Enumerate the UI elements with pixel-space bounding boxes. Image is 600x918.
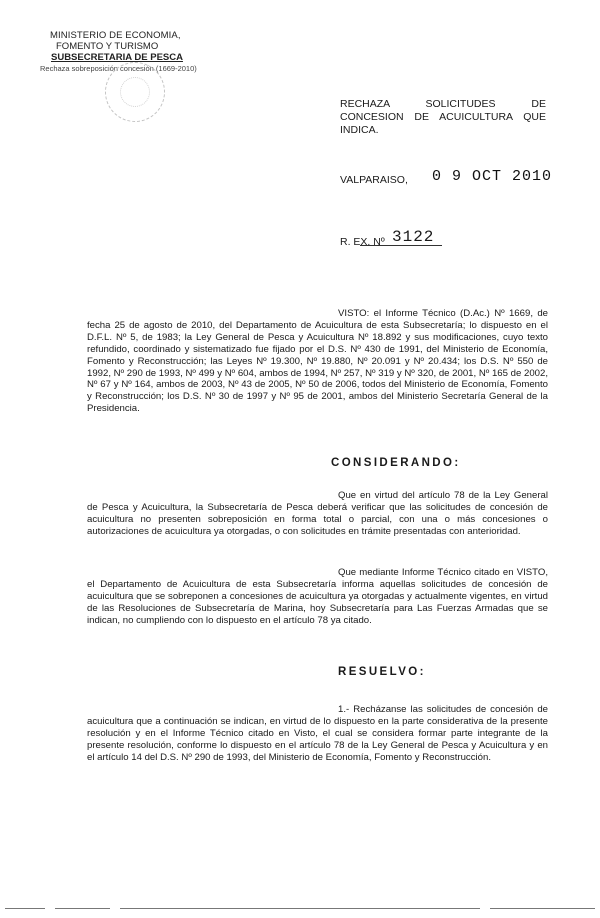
ministry-name-line2: FOMENTO Y TURISMO (56, 41, 159, 52)
considerando-paragraph-2: Que mediante Informe Técnico citado en VISTO, el Departamento de Acuicultura de esta Subsecretaría informa aquellas solicitudes de concesión de acuicultura que se sobreponen a concesiones de acuicultura ya otorgadas y actualmente vigentes, en virtud de las Resoluciones de Subsecretaría de Marina, hoy Subsecretaría para Las Fuerzas Armadas que se indican, no cumpliendo con lo dispuesto en el artículo 78 ya citado. (87, 567, 548, 626)
resolution-label: R. EX. Nº (340, 236, 385, 248)
resuelvo-item-number: 1.- (338, 704, 350, 715)
footer-rule (120, 908, 480, 909)
subsecretaria-name: SUBSECRETARIA DE PESCA (51, 52, 183, 63)
date-stamp: 0 9 OCT 2010 (432, 168, 553, 185)
considerando-paragraph-1: Que en virtud del artículo 78 de la Ley General de Pesca y Acuicultura, la Subsecretaría de Pesca deberá verificar que las solicitudes de concesión de acuicultura no presenten sobreposición en forma total o parcial, con una o más concesiones o autorizaciones de acuicultura ya otorgadas, o con solicitudes en trámite presentadas con anterioridad. (87, 490, 548, 537)
reference-subject: RECHAZA SOLICITUDES DE CONCESION DE ACUICULTURA QUE INDICA. (340, 98, 546, 136)
file-note: Rechaza sobreposición concesión (1669-2010) (40, 64, 197, 73)
resolution-number: 3122 (392, 228, 435, 246)
resuelvo-heading: RESUELVO: (338, 666, 426, 678)
considerando-heading: CONSIDERANDO: (331, 457, 461, 469)
resuelvo-item-text: Recházanse las solicitudes de concesión de acuicultura que a continuación se indican, en virtud de lo dispuesto en la parte considerativa de la presente resolución y en el Informe Técnico citado en Visto, el cual se considera formar parte integrante de la presente resolución, conforme lo dispuesto en el artículo 78 de la Ley General de Pesca y Acuicultura y en el artículo 14 del D.S. Nº 290 de 1993, del Ministerio de Economía, Fomento y Reconstrucción. (87, 704, 548, 763)
footer-rule (55, 908, 110, 909)
official-seal-stamp (105, 62, 165, 122)
visto-paragraph: VISTO: el Informe Técnico (D.Ac.) Nº 1669, de fecha 25 de agosto de 2010, del Departamento de Acuicultura de esta Subsecretaría; lo dispuesto en el D.F.L. Nº 5, de 1983; la Ley General de Pesca y Acuicultura Nº 18.892 y sus modificaciones, cuyo texto refundido, coordinado y sistematizado fue fijado por el D.S. Nº 430 de 1991, del Ministerio de Economía, Fomento y Reconstrucción; las Leyes Nº 19.300, Nº 19.880, Nº 20.091 y Nº 20.434; los D.S. Nº 550 de 1992, Nº 290 de 1993, Nº 499 y Nº 604, ambos de 1994, Nº 257, Nº 319 y Nº 320, de 2001, Nº 165 de 2002, Nº 67 y Nº 164, ambos de 2003, Nº 43 de 2005, Nº 50 de 2006, todos del Ministerio de Economía, Fomento y Reconstrucción; los D.S. Nº 30 de 1997 y Nº 95 de 2001, ambos del Ministerio Secretaría General de la Presidencia. (87, 308, 548, 415)
footer-rule (490, 908, 595, 909)
ministry-name-line1: MINISTERIO DE ECONOMIA, (50, 30, 181, 41)
resuelvo-paragraph-1 (87, 704, 548, 764)
footer-rule (5, 908, 45, 909)
place-label: VALPARAISO, (340, 174, 408, 186)
